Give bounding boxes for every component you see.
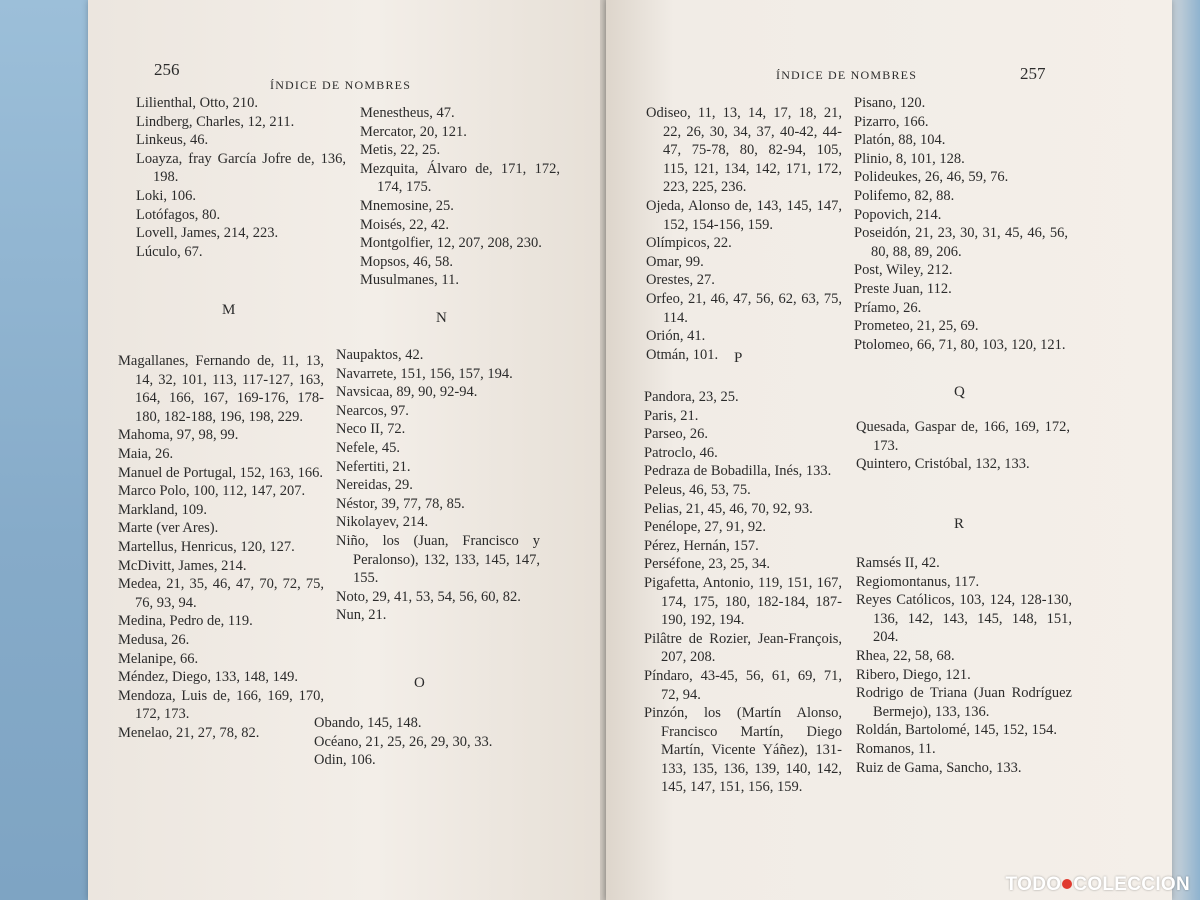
index-entry: Medea, 21, 35, 46, 47, 70, 72, 75, 76, 93, 94. [118, 576, 328, 611]
index-entry: Montgolfier, 12, 207, 208, 230. [360, 235, 542, 252]
index-entry: Mercator, 20, 121. [360, 123, 467, 140]
index-entry: Méndez, Diego, 133, 148, 149. [118, 669, 299, 686]
index-entry: Roldán, Bartolomé, 145, 152, 154. [856, 722, 1057, 739]
index-entry: Marco Polo, 100, 112, 147, 207. [118, 483, 306, 500]
index-entry: Ruiz de Gama, Sancho, 133. [856, 759, 1022, 776]
index-entry: Lovell, James, 214, 223. [136, 225, 279, 242]
index-column-n [336, 346, 544, 625]
index-entry: Popovich, 214. [854, 206, 942, 223]
index-column-q [856, 418, 1074, 474]
index-entry: Néstor, 39, 77, 78, 85. [336, 495, 465, 512]
index-entry: Orfeo, 21, 46, 47, 56, 62, 63, 75, 114. [646, 290, 846, 326]
page-number: 257 [1020, 64, 1046, 83]
index-entry: Orestes, 27. [646, 272, 715, 289]
index-entry: Regiomontanus, 117. [856, 573, 980, 590]
index-entry: Quintero, Cristóbal, 132, 133. [856, 456, 1030, 473]
index-entry: Markland, 109. [118, 501, 207, 518]
right-page [606, 0, 1172, 900]
index-entry: Pérez, Hernán, 157. [644, 537, 759, 554]
watermark-dot-icon [1062, 879, 1072, 889]
index-entry: Poseidón, 21, 23, 30, 31, 45, 46, 56, 80, 88, 89, 206. [854, 225, 1072, 260]
index-entry: Rhea, 22, 58, 68. [856, 647, 955, 664]
index-entry: Patroclo, 46. [644, 444, 718, 461]
index-entry: Mopsos, 46, 58. [360, 253, 454, 270]
index-entry: Navsicaa, 89, 90, 92-94. [336, 384, 478, 401]
index-entry: Pedraza de Bobadilla, Inés, 133. [644, 463, 832, 480]
index-entry: Odiseo, 11, 13, 14, 17, 18, 21, 22, 26, 30, 34, 37, 40-42, 44-47, 75-78, 80, 82-94, 105, 115, 121, 134, 142, 171, 172, 223, 225, 236. [646, 105, 846, 196]
index-entry: Menestheus, 47. [360, 105, 455, 121]
index-entry: Parseo, 26. [644, 426, 709, 443]
watermark-text-part1: TODO [1005, 874, 1062, 895]
index-entry: Nefele, 45. [336, 439, 401, 456]
index-entry: Nefertiti, 21. [336, 458, 411, 475]
running-head: ÍNDICE DE NOMBRES [270, 78, 412, 92]
index-entry: Nearcos, 97. [336, 402, 409, 419]
index-entry: Ramsés II, 42. [856, 555, 940, 571]
index-entry: Obando, 145, 148. [314, 715, 422, 731]
index-column-p [644, 388, 846, 797]
running-head: ÍNDICE DE NOMBRES [776, 68, 918, 82]
left-page [88, 0, 610, 900]
section-letter-p: P [734, 350, 743, 366]
index-entry: Preste Juan, 112. [854, 280, 952, 297]
index-entry: Nun, 21. [336, 607, 387, 624]
index-entry: Pelias, 21, 45, 46, 70, 92, 93. [644, 500, 813, 517]
index-entry: Melanipe, 66. [118, 650, 199, 667]
index-entry: Musulmanes, 11. [360, 272, 459, 289]
index-entry: Pinzón, los (Martín Alonso, Francisco Martín, Diego Martín, Vicente Yáñez), 131-133, 135, 136, 139, 140, 142, 145, 147, 151, 156, 159. [644, 705, 846, 796]
index-entry: Peleus, 46, 53, 75. [644, 481, 751, 498]
index-entry: Príamo, 26. [854, 299, 922, 316]
section-letter-m: M [222, 302, 236, 318]
index-entry: Orión, 41. [646, 328, 706, 345]
index-column-o [314, 714, 528, 770]
index-column-r [856, 554, 1076, 777]
index-column-m-top [360, 104, 564, 290]
section-letter-o: O [414, 675, 425, 691]
index-entry: Lotófagos, 80. [136, 206, 221, 223]
index-entry: Magallanes, Fernando de, 11, 13, 14, 32, 101, 113, 117-127, 163, 164, 166, 167, 169-176, 178-180, 182-188, 196, 198, 229. [118, 353, 328, 425]
index-entry: Lilienthal, Otto, 210. [136, 95, 259, 111]
index-entry: Paris, 21. [644, 407, 699, 424]
index-entry: Nereidas, 29. [336, 477, 413, 494]
index-entry: Rodrigo de Triana (Juan Rodríguez Bermejo), 133, 136. [856, 685, 1076, 720]
page-number: 256 [154, 60, 180, 79]
index-entry: Medusa, 26. [118, 631, 190, 648]
watermark [1006, 874, 1190, 896]
index-entry: Quesada, Gaspar de, 166, 169, 172, 173. [856, 419, 1074, 454]
index-entry: Noto, 29, 41, 53, 54, 56, 60, 82. [336, 588, 521, 605]
index-entry: Pandora, 23, 25. [644, 389, 739, 405]
index-entry: Mezquita, Álvaro de, 171, 172, 174, 175. [360, 160, 564, 196]
index-entry: Loki, 106. [136, 187, 197, 204]
index-entry: Perséfone, 23, 25, 34. [644, 556, 771, 573]
index-entry: Mendoza, Luis de, 166, 169, 170, 172, 173. [118, 687, 328, 723]
index-entry: Metis, 22, 25. [360, 142, 441, 159]
index-entry: Mnemosine, 25. [360, 197, 454, 214]
watermark-text-part2: COLECCION [1073, 874, 1190, 895]
index-entry: Pigafetta, Antonio, 119, 151, 167, 174, 175, 180, 182-184, 187-190, 192, 194. [644, 574, 846, 629]
index-column-m [118, 352, 328, 742]
index-entry: McDivitt, James, 214. [118, 557, 247, 574]
index-entry: Medina, Pedro de, 119. [118, 613, 253, 630]
index-entry: Pilâtre de Rozier, Jean-François, 207, 208. [644, 630, 846, 666]
index-entry: Manuel de Portugal, 152, 163, 166. [118, 464, 323, 481]
index-entry: Odin, 106. [314, 752, 376, 769]
index-entry: Mahoma, 97, 98, 99. [118, 427, 239, 444]
index-entry: Martellus, Henricus, 120, 127. [118, 538, 295, 555]
index-entry: Moisés, 22, 42. [360, 216, 450, 233]
index-entry: Maia, 26. [118, 445, 174, 462]
index-entry: Niño, los (Juan, Francisco y Peralonso), 132, 133, 145, 147, 155. [336, 532, 544, 587]
index-entry: Naupaktos, 42. [336, 347, 424, 363]
index-entry: Marte (ver Ares). [118, 520, 219, 537]
index-entry: Penélope, 27, 91, 92. [644, 519, 767, 536]
index-entry: Nikolayev, 214. [336, 514, 429, 531]
index-entry: Plinio, 8, 101, 128. [854, 150, 965, 167]
index-entry: Navarrete, 151, 156, 157, 194. [336, 365, 513, 382]
index-entry: Menelao, 21, 27, 78, 82. [118, 724, 260, 741]
index-entry: Reyes Católicos, 103, 124, 128-130, 136, 142, 143, 145, 148, 151, 204. [856, 592, 1076, 646]
section-letter-r: R [954, 516, 965, 532]
index-entry: Prometeo, 21, 25, 69. [854, 318, 979, 335]
index-entry: Polideukes, 26, 46, 59, 76. [854, 169, 1009, 186]
index-entry: Océano, 21, 25, 26, 29, 30, 33. [314, 733, 493, 750]
index-entry: Platón, 88, 104. [854, 132, 946, 149]
index-entry: Pizarro, 166. [854, 113, 929, 130]
index-entry: Post, Wiley, 212. [854, 262, 953, 279]
index-entry: Olímpicos, 22. [646, 235, 732, 252]
section-letter-q: Q [954, 384, 965, 400]
index-entry: Pisano, 120. [854, 95, 926, 111]
index-entry: Lúculo, 67. [136, 243, 203, 260]
index-entry: Lindberg, Charles, 12, 211. [136, 113, 295, 130]
index-entry: Ojeda, Alonso de, 143, 145, 147, 152, 154-156, 159. [646, 197, 846, 233]
index-entry: Polifemo, 82, 88. [854, 187, 955, 204]
index-entry: Otmán, 101. [646, 346, 719, 363]
index-entry: Píndaro, 43-45, 56, 61, 69, 71, 72, 94. [644, 667, 846, 703]
index-column-l-top [136, 94, 350, 261]
index-entry: Neco II, 72. [336, 421, 406, 438]
index-entry: Omar, 99. [646, 253, 704, 270]
index-entry: Loayza, fray García Jofre de, 136, 198. [136, 150, 350, 186]
section-letter-n: N [436, 310, 447, 326]
index-entry: Ptolomeo, 66, 71, 80, 103, 120, 121. [854, 336, 1066, 353]
index-entry: Romanos, 11. [856, 740, 936, 757]
index-column-o-cont [646, 104, 846, 364]
index-entry: Linkeus, 46. [136, 132, 209, 149]
index-column-p-cont [854, 94, 1072, 354]
index-entry: Ribero, Diego, 121. [856, 666, 971, 683]
